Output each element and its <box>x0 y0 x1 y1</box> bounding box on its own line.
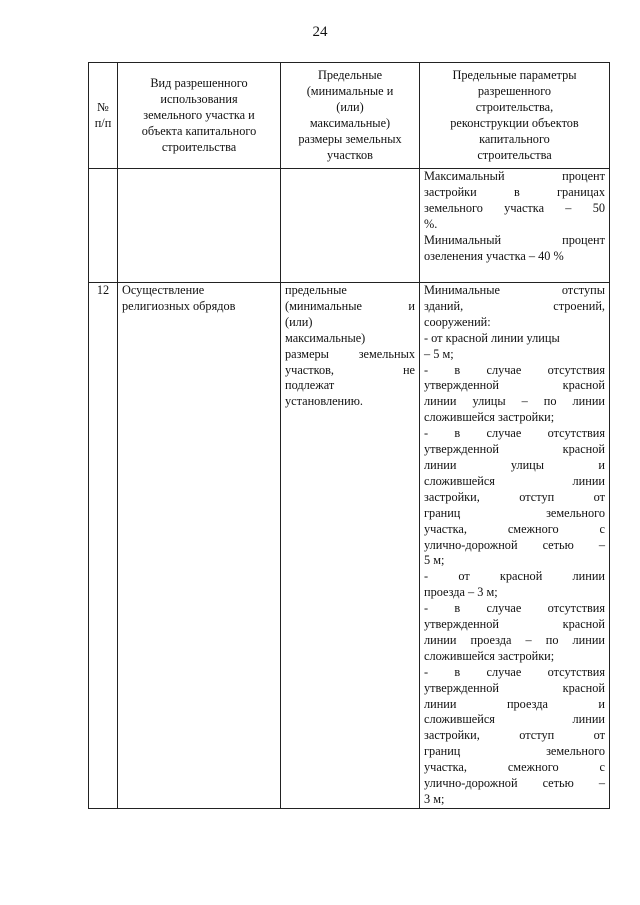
page-number: 24 <box>312 24 328 40</box>
land-use-table <box>88 62 610 809</box>
table-header-row <box>89 63 610 169</box>
continuation-params-cell: Максимальный процент застройки в границах земельного участка – 50 %. Минимальный процент озеленения участка – 40 % <box>420 169 610 283</box>
header-plot-sizes: Предельные (минимальные и (или) максимальные) размеры земельных участков <box>281 63 420 169</box>
header-number: № п/п <box>89 63 118 169</box>
continuation-number-cell <box>89 169 118 283</box>
table-row-12 <box>89 283 610 809</box>
row-12-use-type: Осуществление религиозных обрядов <box>118 283 281 809</box>
continuation-type-cell <box>118 169 281 283</box>
row-12-number: 12 <box>89 283 118 809</box>
header-construction-params: Предельные параметры разрешенного строительства, реконструкции объектов капитального строительства <box>420 63 610 169</box>
row-12-construction-params: Минимальные отступы зданий, строений, сооружений: - от красной линии улицы – 5 м; - в случае отсутствия утвержденной красной линии улицы – по линии сложившейся застройки; - в случае отсутствия утвержденной красной линии улицы и сложившейся линии застройки, отступ от границ земельного участка, смежного с улично-дорожной сетью – 5 м; - от красной линии проезда – 3 м; - в случае отсутствия утвержденной красной линии проезда – по линии сложившейся застройки; - в случае отсутствия утвержденной красной линии проезда и сложившейся линии застройки, отступ от границ земельного участка, смежного с улично-дорожной сетью – 3 м; <box>420 283 610 809</box>
table-row-continuation <box>89 169 610 283</box>
header-use-type: Вид разрешенного использования земельного участка и объекта капитального строительства <box>118 63 281 169</box>
continuation-sizes-cell <box>281 169 420 283</box>
row-12-plot-sizes: предельные (минимальные и (или) максимальные) размеры земельных участков, не подлежат установлению. <box>281 283 420 809</box>
